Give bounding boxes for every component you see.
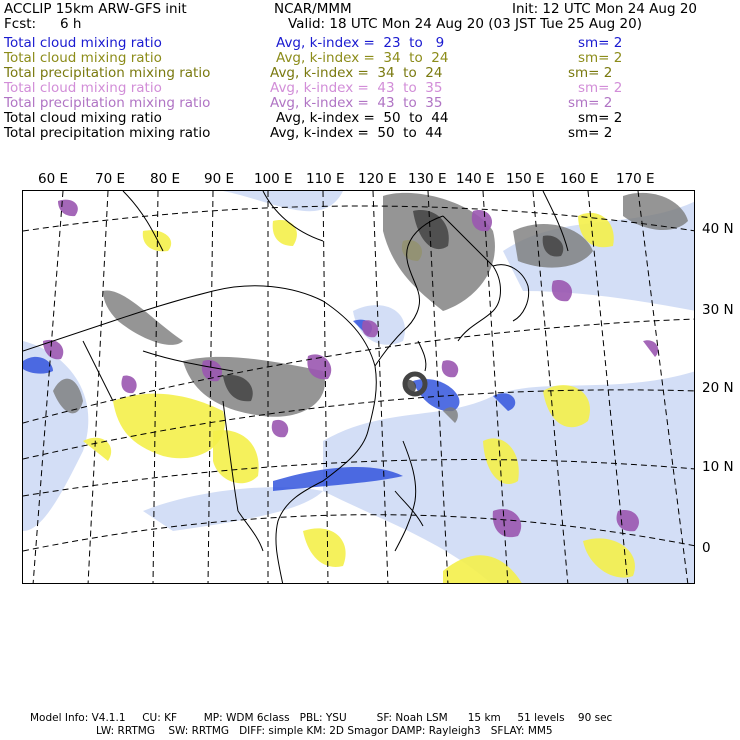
precipitation-patch-heavy (442, 360, 458, 377)
field-smoothing: sm= 2 (568, 95, 613, 111)
longitude-label: 80 E (150, 171, 180, 187)
precipitation-patch (213, 430, 259, 483)
field-name: Total precipitation mixing ratio (4, 65, 211, 81)
field-smoothing: sm= 2 (568, 125, 613, 141)
map-panel (22, 190, 695, 584)
longitude-line (88, 191, 108, 584)
latitude-label: 0 (702, 540, 711, 556)
precipitation-patch (273, 220, 297, 246)
field-name: Total cloud mixing ratio (4, 80, 162, 96)
longitude-label: 160 E (560, 171, 599, 187)
precipitation-patch (113, 394, 225, 459)
light-cloud-shading (143, 487, 323, 531)
map-title: ACCLIP 15km ARW-GFS init (4, 1, 187, 17)
field-name: Total precipitation mixing ratio (4, 125, 211, 141)
latitude-label: 10 N (702, 459, 734, 475)
model-info-line1: Model Info: V4.1.1 CU: KF MP: WDM 6class PBL: YSU SF: Noah LSM 15 km 51 levels 90 sec (30, 712, 613, 724)
field-k-index: Avg, k-index = 43 to 35 (270, 95, 443, 111)
field-smoothing: sm= 2 (578, 110, 623, 126)
coastline (418, 341, 426, 371)
forecast-hour: 6 h (60, 16, 82, 32)
center-label: NCAR/MMM (274, 1, 352, 17)
longitude-label: 100 E (254, 171, 293, 187)
field-smoothing: sm= 2 (578, 80, 623, 96)
field-k-index: Avg, k-index = 34 to 24 (276, 50, 449, 66)
longitude-label: 140 E (456, 171, 495, 187)
field-name: Total cloud mixing ratio (4, 35, 162, 51)
forecast-map (23, 191, 695, 584)
longitude-label: 70 E (95, 171, 125, 187)
precipitation-patch (303, 528, 346, 567)
field-smoothing: sm= 2 (578, 35, 623, 51)
latitude-label: 30 N (702, 302, 734, 318)
field-name: Total precipitation mixing ratio (4, 95, 211, 111)
field-k-index: Avg, k-index = 50 to 44 (276, 110, 449, 126)
valid-time: Valid: 18 UTC Mon 24 Aug 20 (03 JST Tue 25 Aug 20) (288, 16, 642, 32)
longitude-label: 60 E (38, 171, 68, 187)
model-info-line2: LW: RRTMG SW: RRTMG DIFF: simple KM: 2D Smagor DAMP: Rayleigh3 SFLAY: MM5 (96, 725, 553, 737)
field-name: Total cloud mixing ratio (4, 110, 162, 126)
precipitation-patch-heavy (272, 420, 288, 437)
longitude-label: 150 E (506, 171, 545, 187)
longitude-label: 170 E (616, 171, 655, 187)
longitude-label: 90 E (204, 171, 234, 187)
field-name: Total cloud mixing ratio (4, 50, 162, 66)
longitude-label: 130 E (408, 171, 447, 187)
light-cloud-shading (223, 191, 343, 211)
cloud-mass (103, 291, 183, 345)
latitude-label: 40 N (702, 221, 734, 237)
field-k-index: Avg, k-index = 34 to 24 (270, 65, 443, 81)
longitude-label: 120 E (358, 171, 397, 187)
field-smoothing: sm= 2 (578, 50, 623, 66)
field-smoothing: sm= 2 (568, 65, 613, 81)
forecast-label: Fcst: (4, 16, 37, 32)
init-time: Init: 12 UTC Mon 24 Aug 20 (512, 1, 697, 17)
longitude-label: 110 E (306, 171, 345, 187)
precipitation-patch-heavy (643, 340, 658, 357)
field-k-index: Avg, k-index = 50 to 44 (270, 125, 443, 141)
precipitation-patch-heavy (121, 376, 136, 394)
field-k-index: Avg, k-index = 23 to 9 (276, 35, 445, 51)
longitude-line (373, 191, 388, 584)
latitude-label: 20 N (702, 380, 734, 396)
field-k-index: Avg, k-index = 43 to 35 (270, 80, 443, 96)
